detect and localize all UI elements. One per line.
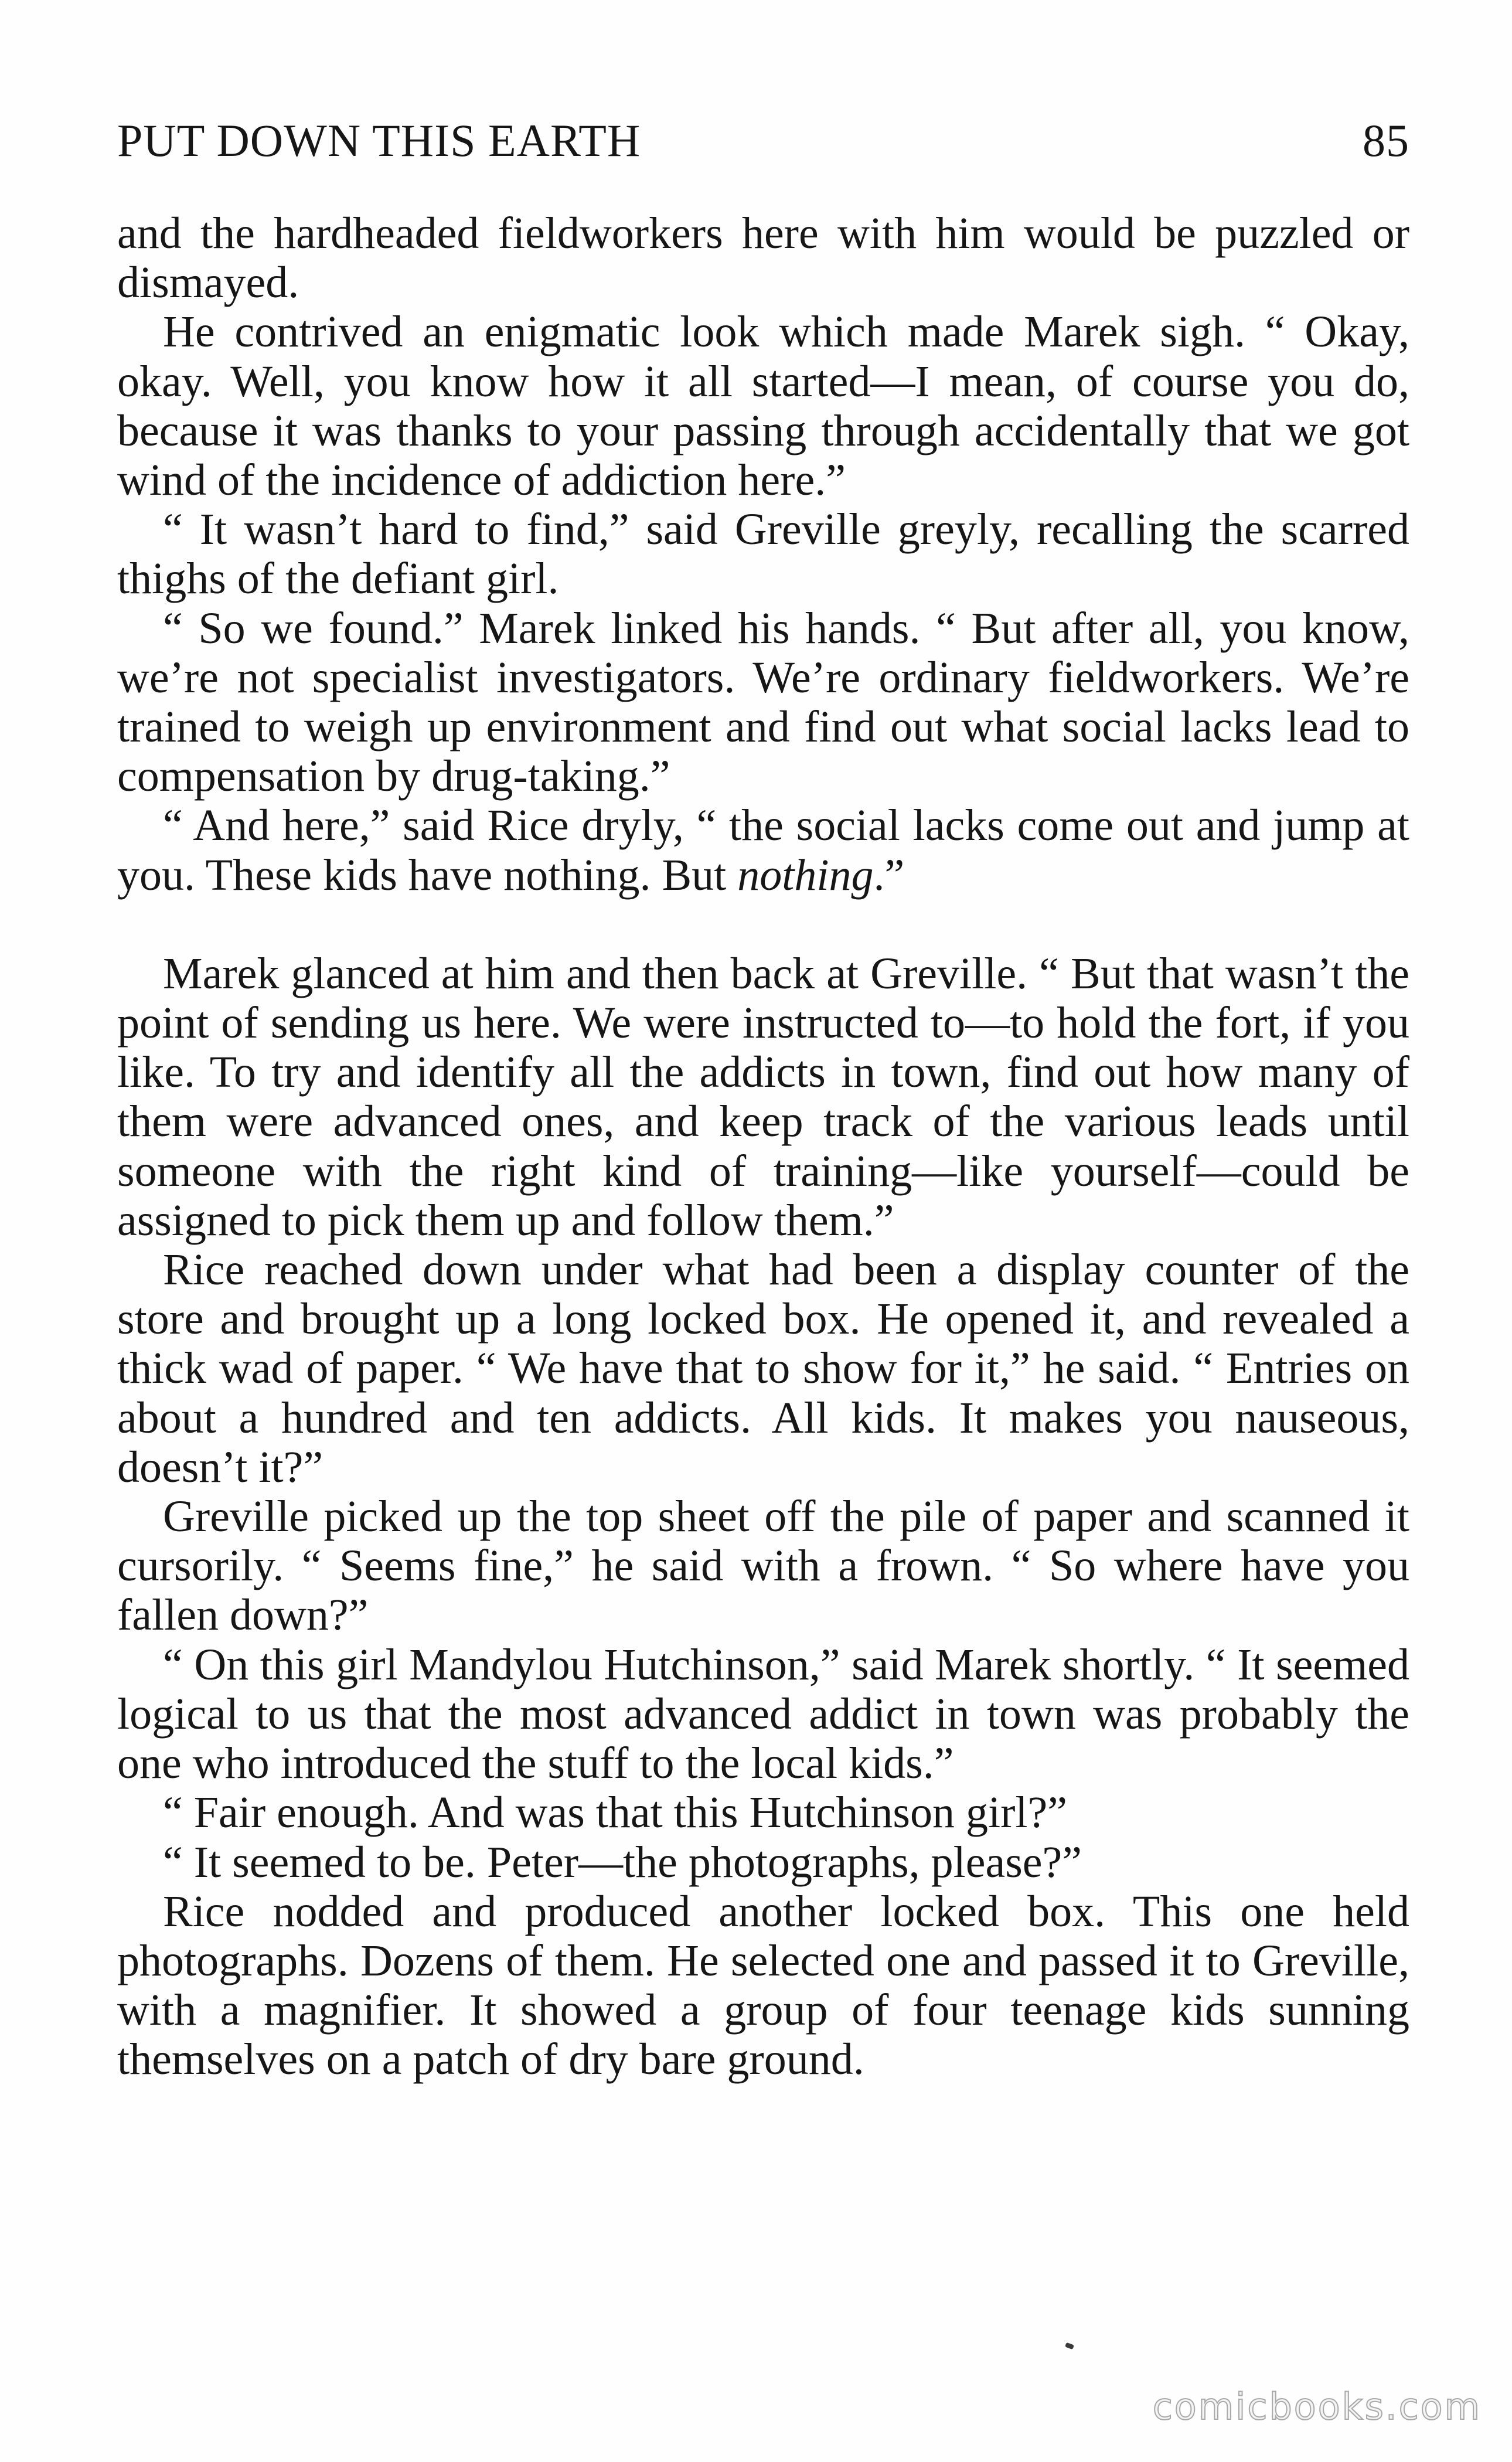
paragraph: Marek glanced at him and then back at Greville. “ But that wasn’t the point of sending us here. We were instructed to—to hold the fort, if you like. To try and identify all the addicts in town, find out how many of them were advanced ones, and keep track of the various leads until someone with the right kind of training—like yourself—could be assigned to pick them up and follow them.”: [117, 948, 1409, 1245]
paragraph-text: “ And here,” said Rice dryly, “ the social lacks come out and jump at you. These kids have nothing. But: [117, 801, 1409, 900]
page-number: 85: [1363, 115, 1409, 166]
paragraph: “ So we found.” Marek linked his hands. “ But after all, you know, we’re not specialist investigators. We’re ordinary fieldworkers. We’re trained to weigh up environment and find out what social lacks lead to compensation by drug-taking.”: [117, 603, 1409, 801]
paragraph: [117, 801, 1409, 899]
paragraph: “ Fair enough. And was that this Hutchinson girl?”: [163, 1788, 1067, 1838]
body-text: [117, 209, 1409, 2084]
emphasized-word: nothing: [737, 850, 874, 900]
paragraph: “ It wasn’t hard to find,” said Greville greyly, recalling the scarred thighs of the defiant girl.: [117, 505, 1409, 604]
paragraph: and the hardheaded fieldworkers here with him would be puzzled or dismayed.: [117, 209, 1409, 308]
watermark: comicbooks.com: [1152, 2385, 1482, 2428]
paragraph: “ It seemed to be. Peter—the photographs, please?”: [163, 1837, 1082, 1887]
paragraph: Rice reached down under what had been a display counter of the store and brought up a long locked box. He opened it, and revealed a thick wad of paper. “ We have that to show for it,” he said. “ Entries on about a hundred and ten addicts. All kids. It makes you nauseous, doesn’t it?”: [117, 1245, 1409, 1492]
paragraph: “ On this girl Mandylou Hutchinson,” said Marek shortly. “ It seemed logical to us that the most advanced addict in town was probably the one who introduced the stuff to the local kids.”: [117, 1640, 1409, 1788]
running-head: [117, 111, 1409, 170]
paragraph: Rice nodded and produced another locked box. This one held photographs. Dozens of them. He selected one and passed it to Greville, with a magnifier. It showed a group of four teenage kids sunning themselves on a patch of dry bare ground.: [117, 1886, 1409, 2084]
print-speck: [1065, 2342, 1074, 2349]
paragraph-text: .”: [873, 850, 905, 900]
running-head-title: PUT DOWN THIS EARTH: [117, 115, 641, 166]
paragraph: Greville picked up the top sheet off the pile of paper and scanned it cursorily. “ Seems fine,” he said with a frown. “ So where have you fallen down?”: [117, 1492, 1409, 1640]
paragraph: He contrived an enigmatic look which made Marek sigh. “ Okay, okay. Well, you know how it all started—I mean, of course you do, because it was thanks to your passing through accidentally that we got wind of the incidence of addiction here.”: [117, 307, 1409, 505]
